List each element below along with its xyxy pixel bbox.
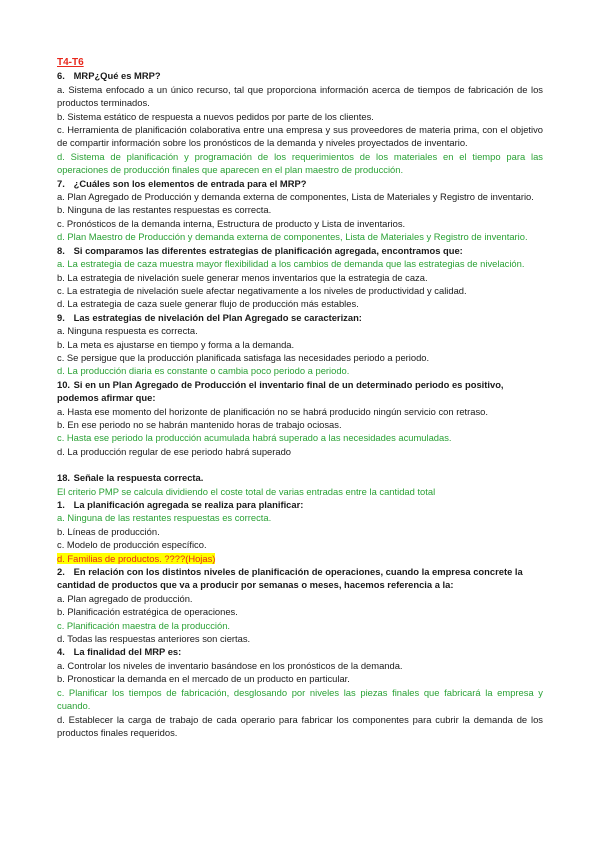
answer-option: c. La estrategia de nivelación suele afectar negativamente a los niveles de productividad y calidad. <box>57 284 467 296</box>
question-text: Si en un Plan Agregado de Producción el inventario final de un determinado periodo es positivo, podemos afirmar que: <box>57 378 504 404</box>
answer-option: b. La estrategia de nivelación suele generar menos inventarios que la estrategia de caza. <box>57 271 428 283</box>
answer-option: b. Ninguna de las restantes respuestas es correcta. <box>57 204 272 216</box>
answer-option: b. La meta es ajustarse en tiempo y forma a la demanda. <box>57 338 295 350</box>
answer-option: d. Establecer la carga de trabajo de cada operario para fabricar los componentes para cubrir la demanda de los productos finales requeridos. <box>57 713 543 738</box>
question-number: 4. <box>57 646 65 658</box>
question-heading <box>57 177 543 190</box>
question-heading <box>57 378 543 405</box>
question-number: 8. <box>57 244 65 256</box>
question-text: Señale la respuesta correcta. <box>73 472 204 484</box>
questions-block-1 <box>57 69 543 458</box>
answer-option: b. Pronosticar la demanda en el mercado de un producto en particular. <box>57 673 350 685</box>
answer-option: c. Herramienta de planificación colaborativa entre una empresa y sus proveedores de materia prima, con el objetivo de compartir información sobre los pronósticos de la demanda y niveles proyectados de inventario. <box>57 124 543 149</box>
question-heading <box>57 69 543 82</box>
answer-option-correct: a. Ninguna de las restantes respuestas es correcta. <box>57 512 272 524</box>
questions-block-2 <box>57 498 543 739</box>
question-number: 2. <box>57 566 65 578</box>
answer-option: a. Controlar los niveles de inventario basándose en los pronósticos de la demanda. <box>57 659 403 671</box>
question-text: La planificación agregada se realiza para planificar: <box>73 499 304 510</box>
question-heading <box>57 565 543 592</box>
answer-option: c. Se persigue que la producción planificada satisfaga las necesidades periodo a periodo. <box>57 351 430 363</box>
question-text: La finalidad del MRP es: <box>73 646 182 658</box>
question-text: Si comparamos las diferentes estrategias de planificación agregada, encontramos que: <box>73 244 463 256</box>
question-text: En relación con los distintos niveles de planificación de operaciones, cuando la empresa concrete la cantidad de productos que va a producir por semanas o meses, hacemos referencia a la: <box>57 566 523 591</box>
question-heading <box>57 645 543 658</box>
answer-option-highlighted <box>57 552 543 565</box>
question-text: Las estrategias de nivelación del Plan Agregado se caracterizan: <box>73 311 362 323</box>
answer-option: d. Todas las respuestas anteriores son ciertas. <box>57 633 251 645</box>
question-number: 9. <box>57 311 65 323</box>
answer-option: b. Sistema estático de respuesta a nuevos pedidos por parte de los clientes. <box>57 110 374 122</box>
answer-option-correct: d. Sistema de planificación y programación de los requerimientos de los materiales en el tiempo para las operaciones de producción finales que aparecen en el plan maestro de producción. <box>57 150 543 176</box>
question-18-answer: El criterio PMP se calcula dividiendo el coste total de varias entradas entre la cantidad total <box>57 485 436 497</box>
answer-option: a. Hasta ese momento del horizonte de planificación no se habrá producido ningún servicio con retraso. <box>57 405 488 417</box>
answer-option: b. En ese periodo no se habrán mantenido horas de trabajo ociosas. <box>57 418 342 430</box>
highlighted-text: d. Familias de productos. ????(Hojas) <box>57 552 216 564</box>
question-heading <box>57 311 543 324</box>
question-text: ¿Cuáles son los elementos de entrada para el MRP? <box>73 177 307 189</box>
answer-option: c. Modelo de producción específico. <box>57 539 207 551</box>
answer-option-correct: c. Planificar los tiempos de fabricación, desglosando por niveles las piezas finales que fabricará la empresa y cuando. <box>57 686 543 712</box>
answer-option: a. Plan Agregado de Producción y demanda externa de componentes, Lista de Materiales y Registro de inventario. <box>57 191 534 203</box>
question-number: 10. <box>57 378 71 390</box>
answer-option-correct: c. Planificación maestra de la producción. <box>57 619 231 631</box>
answer-option-correct: c. Hasta ese periodo la producción acumulada habrá superado a las necesidades acumuladas. <box>57 432 452 444</box>
answer-option-correct: d. La producción diaria es constante o cambia poco periodo a periodo. <box>57 365 350 377</box>
question-number: 6. <box>57 70 65 82</box>
answer-option: a. Sistema enfocado a un único recurso, tal que proporciona información acerca de tiempos de fabricación de los productos terminados. <box>57 83 543 109</box>
answer-option: d. La producción regular de ese periodo habrá superado <box>57 445 292 457</box>
answer-option: b. Planificación estratégica de operaciones. <box>57 606 238 618</box>
question-heading <box>57 244 543 257</box>
answer-option: a. Ninguna respuesta es correcta. <box>57 325 198 337</box>
question-text: MRP¿Qué es MRP? <box>73 70 161 82</box>
answer-option-correct: d. Plan Maestro de Producción y demanda externa de componentes, Lista de Materiales y Registro de inventario. <box>57 231 528 243</box>
document-title: T4-T6 <box>57 57 84 68</box>
answer-option: b. Líneas de producción. <box>57 525 160 537</box>
answer-option: c. Pronósticos de la demanda interna, Estructura de producto y Lista de inventarios. <box>57 217 406 229</box>
question-number: 7. <box>57 177 65 189</box>
question-heading <box>57 498 543 511</box>
question-18 <box>57 471 543 484</box>
document-page <box>57 56 543 739</box>
section-gap <box>57 458 543 471</box>
question-number: 1. <box>57 499 65 510</box>
question-number: 18. <box>57 472 71 484</box>
answer-option: a. Plan agregado de producción. <box>57 592 193 604</box>
answer-option-correct: a. La estrategia de caza muestra mayor flexibilidad a los cambios de demanda que las estrategias de nivelación. <box>57 258 525 270</box>
answer-option: d. La estrategia de caza suele generar flujo de producción más estables. <box>57 298 359 310</box>
